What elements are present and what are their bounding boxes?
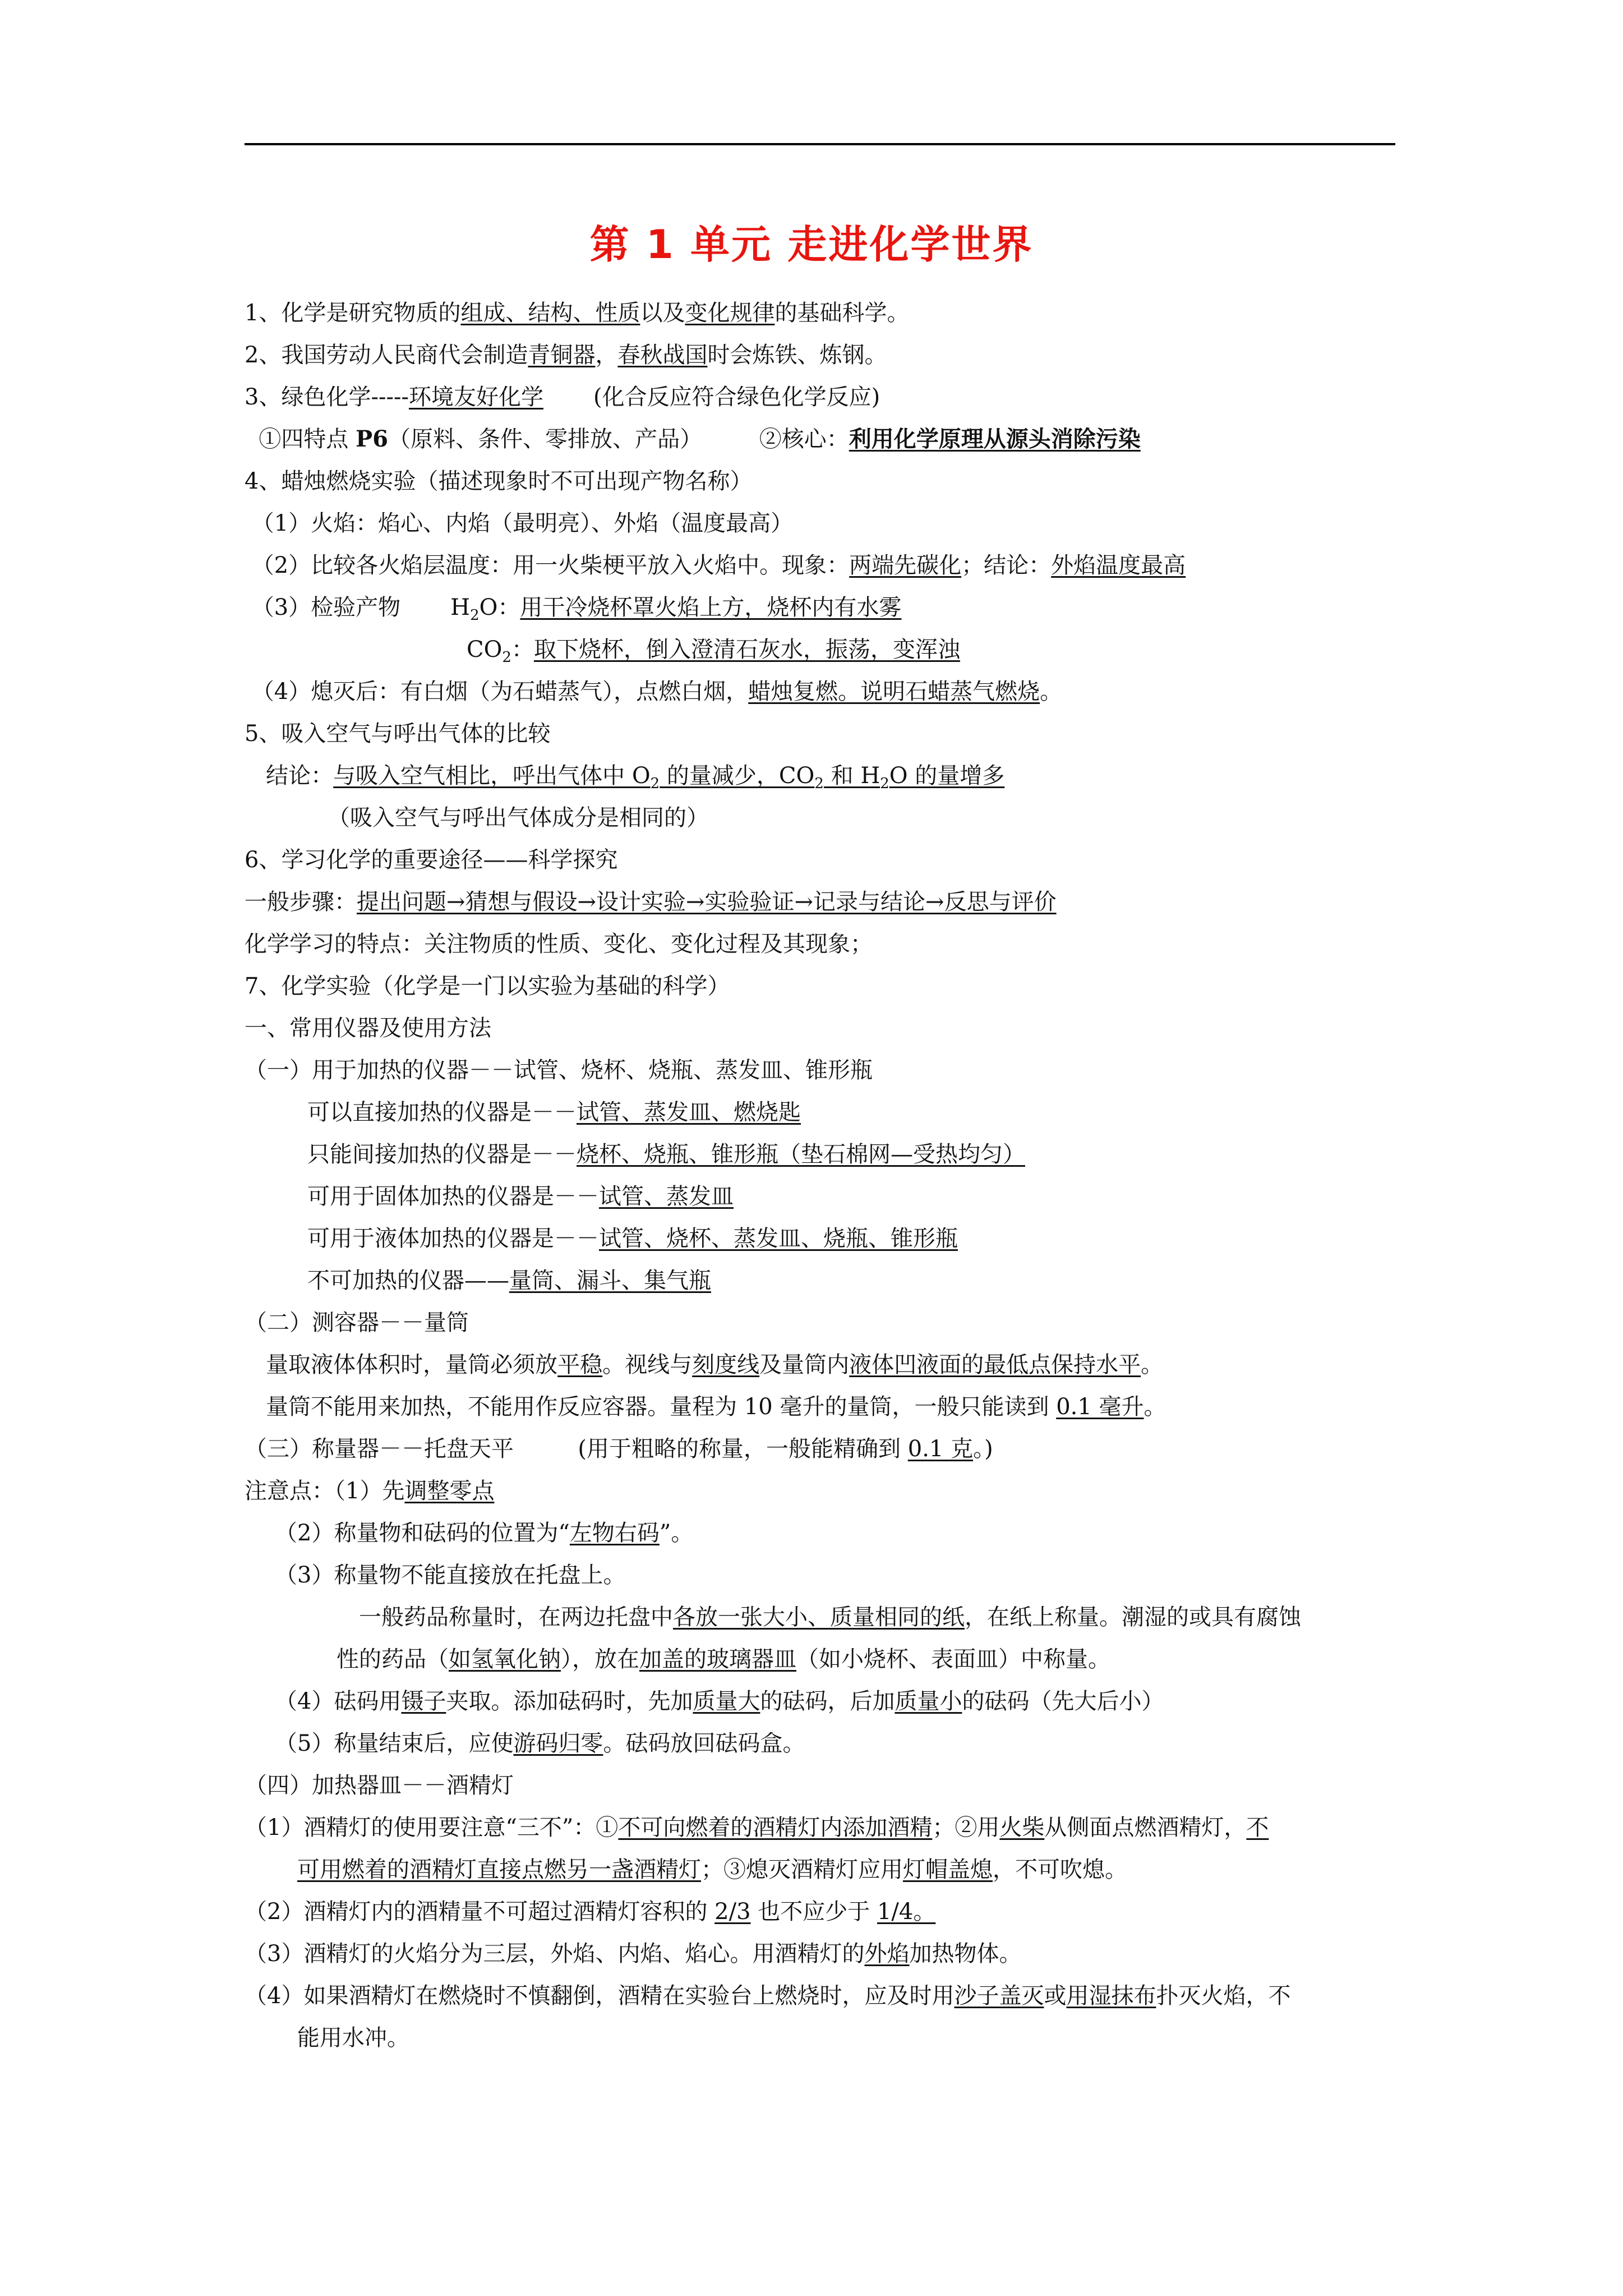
line-36: （四）加热器皿－－酒精灯 — [245, 1773, 514, 1798]
line-12: 结论：与吸入空气相比，呼出气体中 $O_2$ 的量减少，$CO_2$ 和 $H_2O$ 的量增多 — [245, 763, 1005, 792]
line-42: 能用水冲。 — [297, 2025, 409, 2051]
line-24: 不可加热的仪器——量筒、漏斗、集气瓶 — [307, 1268, 711, 1294]
line-39: （2）酒精灯内的酒精量不可超过酒精灯容积的 2/3 也不应少于 1/4。 — [245, 1899, 936, 1925]
line-34: （4）砝码用镊子夹取。添加砝码时，先加质量大的砝码，后加质量小的砝码（先大后小） — [275, 1688, 1164, 1714]
line-20: 可以直接加热的仪器是－－试管、蒸发皿、燃烧匙 — [307, 1099, 801, 1125]
line-30: （2）称量物和砝码的位置为“左物右码”。 — [275, 1520, 694, 1546]
line-14: 6、学习化学的重要途径——科学探究 — [245, 847, 618, 873]
line-16: 化学学习的特点：关注物质的性质、变化、变化过程及其现象； — [245, 931, 873, 957]
line-7: （2）比较各火焰层温度：用一火柴梗平放入火焰中。现象：两端先碳化；结论：外焰温度最高 — [245, 553, 1186, 578]
line-28: （三）称量器－－托盘天平 (用于粗略的称量，一般能精确到 0.1 克。) — [245, 1436, 993, 1462]
page-title: 第 1 单元 走进化学世界 — [589, 222, 1034, 268]
line-37: （1）酒精灯的使用要注意“三不”：①不可向燃着的酒精灯内添加酒精；②用火柴从侧面点燃酒精灯，不 — [245, 1815, 1269, 1841]
line-22: 可用于固体加热的仪器是－－试管、蒸发皿 — [307, 1184, 734, 1209]
line-2: 2、我国劳动人民商代会制造青铜器，春秋战国时会炼铁、炼钢。 — [245, 342, 887, 368]
line-38: 可用燃着的酒精灯直接点燃另一盏酒精灯；③熄灭酒精灯应用灯帽盖熄，不可吹熄。 — [297, 1857, 1127, 1883]
line-17: 7、化学实验（化学是一门以实验为基础的科学） — [245, 973, 730, 999]
line-26: 量取液体体积时，量筒必须放平稳。视线与刻度线及量筒内液体凹液面的最低点保持水平。 — [245, 1352, 1164, 1378]
line-8: （3）检验产物 $H_2O$：用干冷烧杯罩火焰上方，烧杯内有水雾 — [245, 595, 902, 624]
line-4: ①四特点 P6（原料、条件、零排放、产品） ②核心：利用化学原理从源头消除污染 — [245, 426, 1141, 452]
line-21: 只能间接加热的仪器是－－烧杯、烧瓶、锥形瓶（垫石棉网—受热均匀） — [307, 1142, 1025, 1167]
line-11: 5、吸入空气与呼出气体的比较 — [245, 721, 551, 747]
line-35: （5）称量结束后，应使游码归零。砝码放回砝码盒。 — [275, 1731, 805, 1756]
line-31: （3）称量物不能直接放在托盘上。 — [275, 1562, 626, 1588]
line-40: （3）酒精灯的火焰分为三层，外焰、内焰、焰心。用酒精灯的外焰加热物体。 — [245, 1941, 1022, 1967]
line-32: 一般药品称量时，在两边托盘中各放一张大小、质量相同的纸，在纸上称量。潮湿的或具有腐蚀 — [359, 1604, 1301, 1630]
line-18: 一、常用仪器及使用方法 — [245, 1015, 491, 1041]
header-rule — [245, 143, 1395, 145]
line-29: 注意点：（1）先调整零点 — [245, 1478, 495, 1504]
line-9: $CO_2$：取下烧杯，倒入澄清石灰水，振荡，变浑浊 — [467, 637, 960, 666]
line-19: （一）用于加热的仪器－－试管、烧杯、烧瓶、蒸发皿、锥形瓶 — [245, 1057, 873, 1083]
line-33: 性的药品（如氢氧化钠），放在加盖的玻璃器皿（如小烧杯、表面皿）中称量。 — [336, 1646, 1110, 1672]
line-15: 一般步骤：提出问题→猜想与假设→设计实验→实验验证→记录与结论→反思与评价 — [245, 889, 1057, 915]
line-23: 可用于液体加热的仪器是－－试管、烧杯、蒸发皿、烧瓶、锥形瓶 — [307, 1226, 958, 1251]
line-5: 4、蜡烛燃烧实验（描述现象时不可出现产物名称） — [245, 468, 753, 494]
line-25: （二）测容器－－量筒 — [245, 1310, 469, 1336]
line-1: 1、化学是研究物质的组成、结构、性质以及变化规律的基础科学。 — [245, 300, 910, 326]
line-41: （4）如果酒精灯在燃烧时不慎翻倒，酒精在实验台上燃烧时，应及时用沙子盖灭或用湿抹布扑灭火焰，不 — [245, 1983, 1291, 2009]
line-27: 量筒不能用来加热，不能用作反应容器。量程为 10 毫升的量筒，一般只能读到 0.1 毫升。 — [245, 1394, 1166, 1420]
line-6: （1）火焰：焰心、内焰（最明亮）、外焰（温度最高） — [245, 510, 794, 536]
line-13: （吸入空气与呼出气体成分是相同的） — [328, 805, 709, 831]
line-10: （4）熄灭后：有白烟（为石蜡蒸气），点燃白烟，蜡烛复燃。说明石蜡蒸气燃烧。 — [245, 679, 1063, 705]
line-3: 3、绿色化学-----环境友好化学 (化合反应符合绿色化学反应) — [245, 384, 880, 410]
